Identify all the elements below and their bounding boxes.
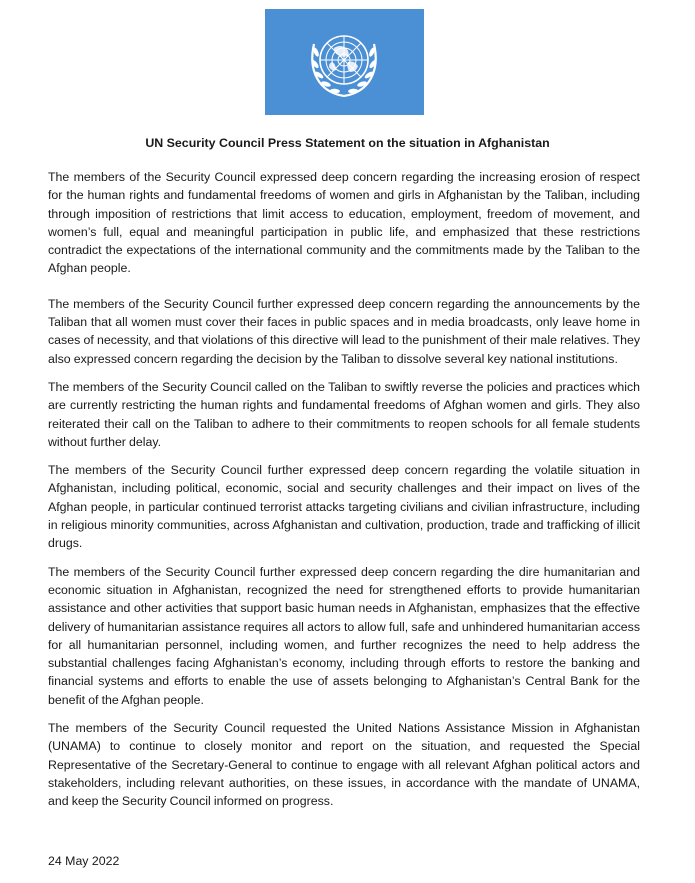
page-title — [0, 135, 695, 151]
paragraph-3: The members of the Security Council called on the Taliban to swiftly reverse the policies and practices which are currently restricting the human rights and fundamental freedoms of Afghan women and girls. They also reiterated their call on the Taliban to adhere to their commitments to reopen schools for all female students without further delay. — [48, 379, 640, 449]
paragraph-1: The members of the Security Council expressed deep concern regarding the increasing erosion of respect for the human rights and fundamental freedoms of women and girls in Afghanistan by the Taliban, including through imposition of restrictions that limit access to education, employment, freedom of movement, and women’s full, equal and meaningful participation in public life, and emphasized that these restrictions contradict the expectations of the international community and the commitments made by the Taliban to the Afghan people. — [48, 170, 640, 276]
title-subject: Press Statement on the situation in Afghanistan — [267, 136, 550, 150]
paragraph-5: The members of the Security Council further expressed deep concern regarding the dire humanitarian and economic situation in Afghanistan, recognized the need for strengthened efforts to provide humanitarian assistance and other activities that support basic human needs in Afghanistan, emphasizes that the effective delivery of humanitarian assistance requires all actors to allow full, safe and unhindered humanitarian access for all humanitarian personnel, including women, and further recognizes the need to help address the substantial challenges facing Afghanistan’s economy, including through efforts to restore the banking and financial systems and efforts to enable the use of assets belonging to Afghanistan’s Central Bank for the benefit of the Afghan people. — [48, 564, 640, 707]
paragraph-2: The members of the Security Council further expressed deep concern regarding the announcements by the Taliban that all women must cover their faces in public spaces and in media broadcasts, only leave home in cases of necessity, and that violations of this directive will lead to the punishment of their male relatives. They also expressed concern regarding the decision by the Taliban to dissolve several key national institutions. — [48, 296, 640, 366]
un-emblem-icon — [304, 22, 384, 102]
statement-date: 24 May 2022 — [48, 854, 120, 868]
title-organization: UN Security Council — [145, 136, 265, 150]
paragraph-4: The members of the Security Council further expressed deep concern regarding the volatile situation in Afghanistan, including political, economic, social and security challenges and their impact on lives of the Afghan people, in particular continued terrorist attacks targeting civilians and civilian infrastructure, including in religious minority communities, across Afghanistan and cultivation, production, trade and trafficking of illicit drugs. — [48, 463, 640, 551]
un-flag — [265, 9, 424, 115]
statement-body — [48, 168, 640, 811]
paragraph-6: The members of the Security Council requested the United Nations Assistance Mission in Afghanistan (UNAMA) to continue to closely monitor and report on the situation, and requested the Special Representative of the Secretary-General to continue to engage with all relevant Afghan political actors and stakeholders, including relevant authorities, on these issues, in accordance with the mandate of UNAMA, and keep the Security Council informed on progress. — [48, 721, 640, 809]
